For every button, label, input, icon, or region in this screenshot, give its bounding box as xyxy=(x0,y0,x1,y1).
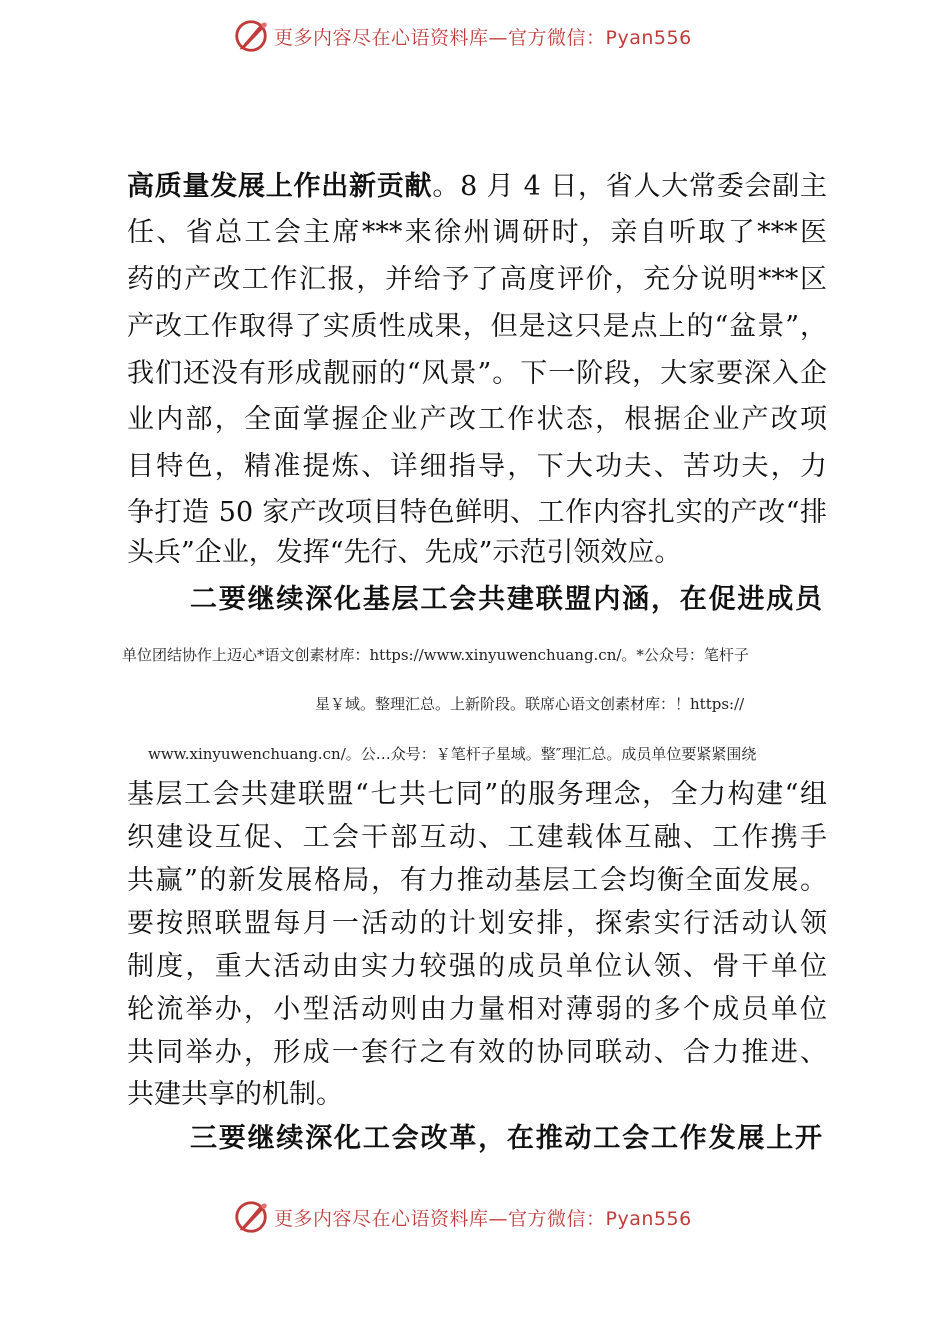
bold-lead: 高质量发展上作出新贡献 xyxy=(127,171,433,202)
section-heading-3: 三要继续深化工会改革，在推动工会工作发展上开 xyxy=(190,1123,822,1154)
header-watermark-banner xyxy=(232,16,692,56)
paragraph1-line: 任、省总工会主席***来徐州调研时，亲自听取了***医 xyxy=(127,217,827,248)
paragraph2-line: 轮流举办，小型活动则由力量相对薄弱的多个成员单位 xyxy=(127,994,827,1025)
paragraph2-line: 基层工会共建联盟“七共七同”的服务理念，全力构建“组 xyxy=(127,779,827,810)
banner-text: 更多内容尽在心语资料库—官方微信：Pyan556 xyxy=(274,1207,692,1230)
inserted-text-line: 星￥域。整理汇总。上新阶段。联席心语文创素材库：！https:// xyxy=(315,695,745,713)
footer-watermark-banner xyxy=(232,1197,692,1237)
paragraph1-line: 药的产改工作汇报，并给予了高度评价，充分说明***区 xyxy=(127,264,827,295)
paragraph2-line: 制度，重大活动由实力较强的成员单位认领、骨干单位 xyxy=(127,951,827,982)
paragraph1-last-line: 头兵”企业，发挥“先行、先成”示范引领效应。 xyxy=(127,537,682,568)
inserted-text-line: www.xinyuwenchuang.cn/。公…众号：￥笔杆子星域。整″理汇总。成员单位要紧紧围绕 xyxy=(148,745,757,763)
paragraph1-line: 产改工作取得了实质性成果，但是这只是点上的“盆景”， xyxy=(127,311,827,342)
paragraph2-line: 织建设互促、工会干部互动、工建载体互融、工作携手 xyxy=(127,822,827,853)
paragraph1-line: 我们还没有形成靓丽的“风景”。下一阶段，大家要深入企 xyxy=(127,358,827,389)
paragraph2-line: 要按照联盟每月一活动的计划安排，探索实行活动认领 xyxy=(127,908,827,939)
paragraph2-line: 共赢”的新发展格局，有力推动基层工会均衡全面发展。 xyxy=(127,865,827,896)
paragraph2-line: 共同举办，形成一套行之有效的协同联动、合力推进、 xyxy=(127,1037,827,1068)
section-heading-2: 二要继续深化基层工会共建联盟内涵，在促进成员 xyxy=(190,584,822,615)
paragraph1-line: 目特色，精准提炼、详细指导，下大功夫、苦功夫，力 xyxy=(127,451,827,482)
quill-logo-icon xyxy=(232,17,270,55)
paragraph1-line: 业内部，全面掌握企业产改工作状态，根据企业产改项 xyxy=(127,404,827,435)
paragraph2-last-line: 共建共享的机制。 xyxy=(127,1079,343,1110)
paragraph1-line: 争打造 50 家产改项目特色鲜明、工作内容扎实的产改“排 xyxy=(127,497,827,528)
inserted-text-line: 单位团结协作上迈心*语文创素材库：https://www.xinyuwenchuang.cn/。*公众号：笔杆子 xyxy=(122,646,749,664)
line1-rest: 。8 月 4 日，省人大常委会副主 xyxy=(432,171,827,202)
paragraph1-line-1 xyxy=(127,172,827,202)
banner-text: 更多内容尽在心语资料库—官方微信：Pyan556 xyxy=(274,26,692,49)
quill-logo-icon xyxy=(232,1198,270,1236)
